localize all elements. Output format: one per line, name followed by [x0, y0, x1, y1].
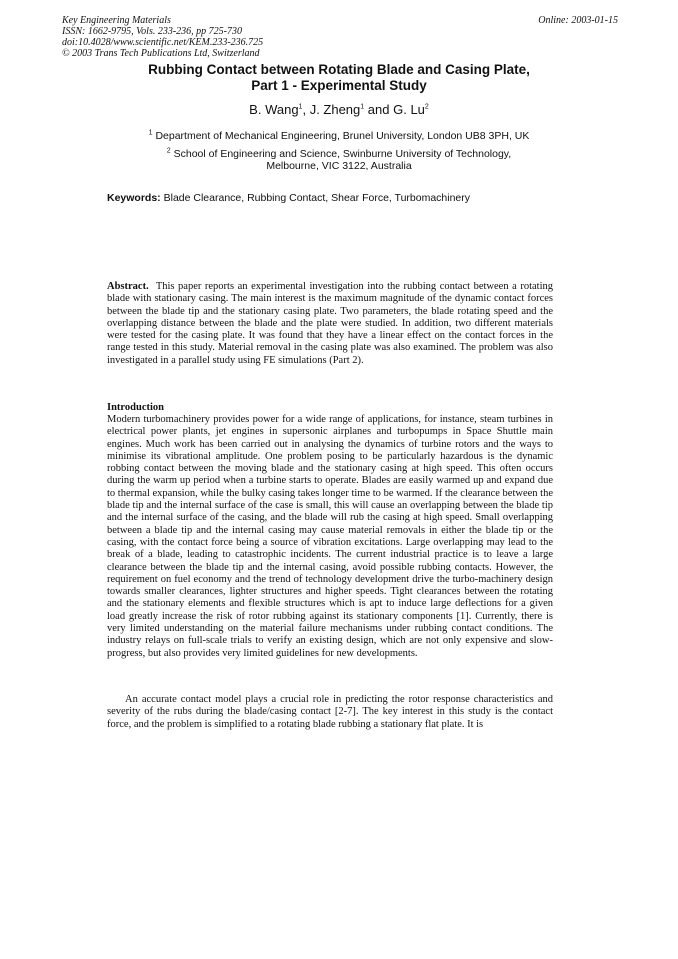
author-separator: , — [302, 102, 310, 117]
title-line-1: Rubbing Contact between Rotating Blade and Casing Plate, — [148, 62, 530, 77]
issn-line: ISSN: 1662-9795, Vols. 233-236, pp 725-730 — [62, 26, 242, 37]
affiliation-mark: 2 — [166, 147, 171, 155]
introduction-paragraph-1: Modern turbomachinery provides power for a wide range of applications, for instance, steam turbines in electrical power plants, jet engines in supersonic airplanes and turbopumps in Space Shuttle main engines. Much work has been carried out in analysing the dynamics of turbine rotors and the ways to minimise its vibrational amplitude. One problem posing to be particularly hazardous is the dynamic robbing contact between the moving blade and the stationary casing at high speed. This often occurs during the warm up period when a turbine starts to operate. Blades are easily warmed up and expand due to thermal expansion, while the bulky casing takes longer time to be warmed. If the clearance between the blade tip and the internal surface of the case is small, this will cause an overlapping between the blade tip and the internal surface of the casing, and the blade will rub the casing at high speed. Small overlapping between a blade tip and the internal casing may cause material removals in either the blade tip or the casing, with the contact force being a source of vibration excitations. Large overlapping may lead to the break of a blade, leading to catastrophic incidents. The current industrial practice is to leave a large clearance between the blade tip and the internal casing, avoid possible rubbing contacts. However, the requirement on fuel economy and the trend of technology development drive the turbo-machinery design towards smaller clearances, lighter structures and higher speeds. Tight clearances between the rotating and the stationary elements and flexible structures which is apt to induce large deflections for a given load greatly increase the risk of rotor rubbing against its stationary components [1]. Currently, there is very limited understanding on the material failure mechanisms under rubbing contact conditions. The industry relays on full-scale trials to verify an existing design, which are not only expensive and slow-progress, but also provides very limited guidelines for new developments. — [107, 414, 553, 659]
paper-title — [80, 62, 598, 94]
keywords-label: Keywords: — [107, 192, 161, 204]
author-affiliation-mark: 1 — [360, 103, 365, 111]
affiliation-2 — [80, 148, 598, 172]
affiliation-1 — [80, 130, 598, 142]
author-separator: and — [364, 102, 394, 117]
author-list — [80, 102, 598, 117]
author-name: B. Wang — [249, 102, 299, 117]
author-affiliation-mark: 2 — [424, 103, 429, 111]
doi-line[interactable]: doi:10.4028/www.scientific.net/KEM.233-236.725 — [62, 37, 264, 48]
keywords-text: Blade Clearance, Rubbing Contact, Shear Force, Turbomachinery — [163, 192, 471, 204]
abstract — [107, 281, 553, 367]
keywords — [107, 192, 567, 204]
affiliation-text: School of Engineering and Science, Swinburne University of Technology, — [173, 148, 512, 160]
author-affiliation-mark: 1 — [298, 103, 303, 111]
section-heading-introduction: Introduction — [107, 402, 164, 413]
journal-name: Key Engineering Materials — [62, 15, 171, 26]
title-line-2: Part 1 - Experimental Study — [251, 78, 427, 93]
affiliation-text: Melbourne, VIC 3122, Australia — [266, 160, 412, 172]
affiliation-text: Department of Mechanical Engineering, Brunel University, London UB8 3PH, UK — [155, 130, 530, 142]
author-name: J. Zheng — [309, 102, 361, 117]
introduction-paragraph-2: An accurate contact model plays a crucial role in predicting the rotor response characteristics and severity of the rubs during the blade/casing contact [2-7]. The key interest in this study is the contact force, and the problem is simplified to a rotating blade rubbing a stationary flat plate. It is — [107, 694, 553, 730]
online-date: Online: 2003-01-15 — [538, 15, 618, 26]
abstract-text: This paper reports an experimental investigation into the rubbing contact between a rotating blade with stationary casing. The main interest is the maximum magnitude of the dynamic contact forces between the blade tip and the stationary casing plate. Two parameters, the blade rotating speed and the overlapping distance between the blade and the plate were studied. In addition, two different materials were tested for the casing plate. It was found that they have a linear effect on the contact forces in the range tested in this study. Material removal in the casing plate was also examined. The problem was also investigated in a parallel study using FE simulations (Part 2). — [107, 281, 553, 366]
copyright-line: © 2003 Trans Tech Publications Ltd, Switzerland — [62, 48, 260, 59]
author-name: G. Lu — [393, 102, 425, 117]
journal-header — [62, 15, 618, 59]
abstract-label: Abstract. — [107, 281, 149, 292]
affiliation-mark: 1 — [148, 129, 153, 137]
